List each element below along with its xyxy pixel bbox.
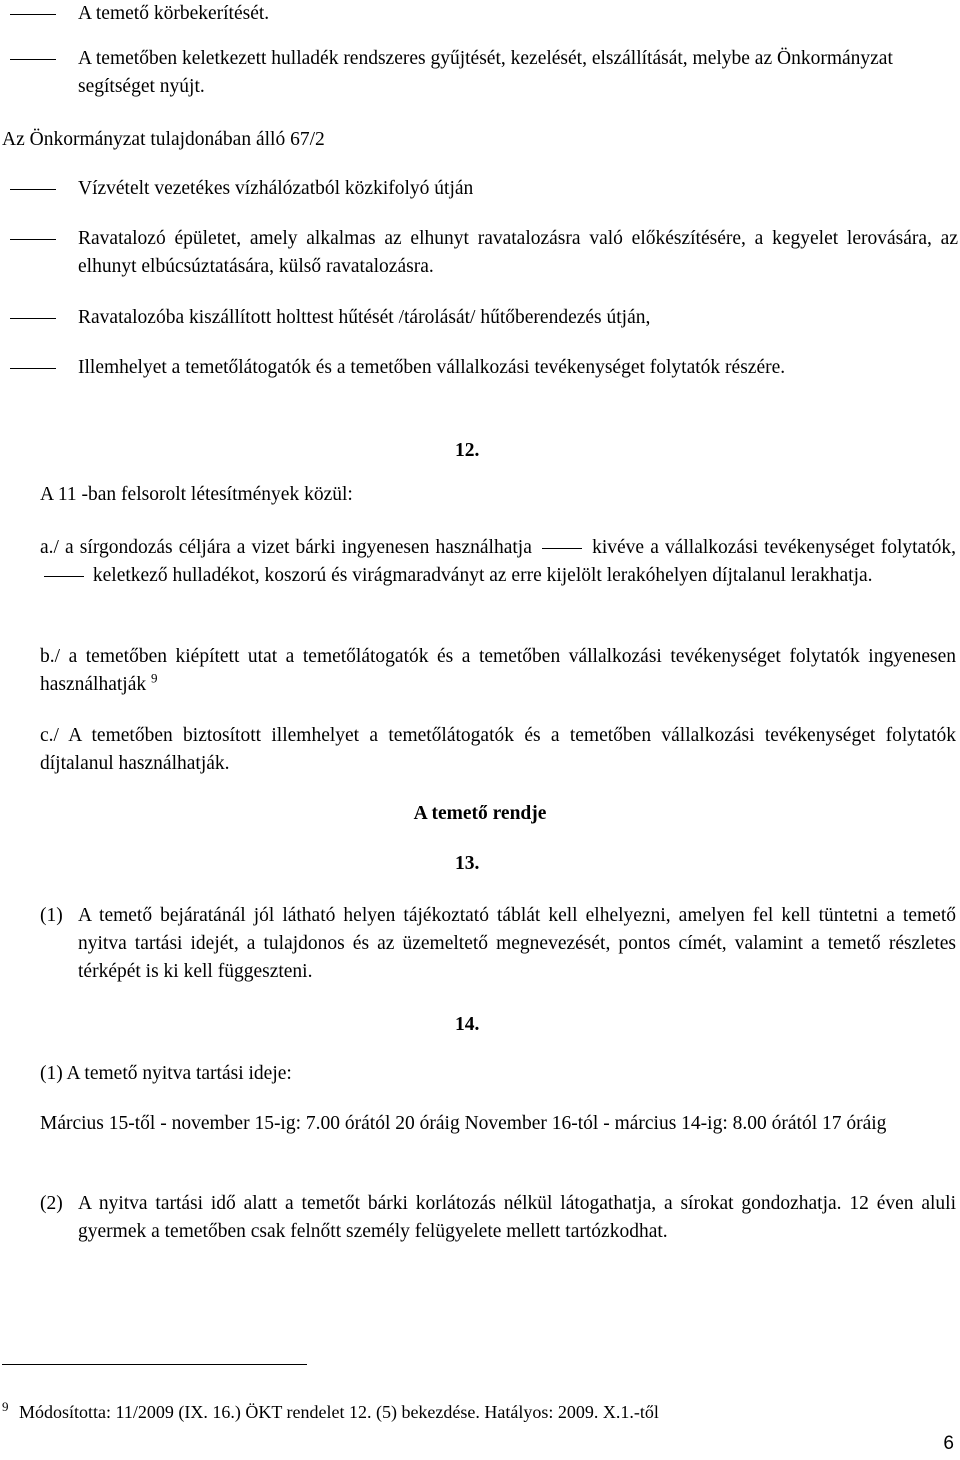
list-item-text: A temető körbekerítését. — [78, 3, 270, 24]
list-item-text: Illemhelyet a temetőlátogatók és a temetőben vállalkozási tevékenységet folytatók részére. — [78, 357, 786, 378]
dash-separator — [542, 548, 582, 549]
paragraph-text: A temető bejáratánál jól látható helyen tájékoztató táblát kell elhelyezni, amelyen fel kell tüntetni a temető nyitva tartási idejét, a tulajdonos és az üzemeltető megnevezését, pontos címét, valamint a temető részletes térképét is ki kell függeszteni. — [78, 905, 956, 982]
footnote-separator — [2, 1364, 307, 1365]
dash-bullet — [10, 14, 56, 15]
section-number: 12. — [455, 440, 480, 461]
paragraph-a — [40, 534, 956, 590]
dash-bullet — [10, 368, 56, 369]
paragraph-c: c./ A temetőben biztosított illemhelyet a temetőlátogatók és a temetőben vállalkozási tevékenységet folytatók díjtalanul használhatják. — [40, 725, 956, 774]
dash-bullet — [10, 318, 56, 319]
footnote-number: 9 — [2, 1399, 9, 1414]
section-heading: A temető rendje — [413, 803, 547, 824]
dash-bullet — [10, 239, 56, 240]
opening-hours: Március 15-től - november 15-ig: 7.00 órától 20 óráig November 16-tól - március 14-ig: 8.00 órától 17 óráig — [40, 1113, 887, 1134]
dash-bullet — [10, 189, 56, 190]
paragraph-text: a./ a sírgondozás céljára a vizet bárki ingyenesen használhatja — [40, 537, 532, 558]
section-number: 13. — [455, 853, 480, 874]
paragraph-b — [40, 643, 956, 699]
footnote-text: Módosította: 11/2009 (IX. 16.) ÖKT rendelet 12. (5) bekezdése. Hatályos: 2009. X.1.-től — [19, 1402, 659, 1422]
paragraph-text: A nyitva tartási idő alatt a temetőt bárki korlátozás nélkül látogathatja, a sírokat gondozhatja. 12 éven aluli gyermek a temetőben csak felnőtt személy felügyelete mellett tartózkodhat. — [78, 1193, 956, 1242]
page-number: 6 — [943, 1433, 954, 1454]
list-item-text: Ravatalozó épületet, amely alkalmas az elhunyt ravatalozásra való előkészítésére, a kegyelet lerovására, az elhunyt elbúcsúztatására, külső ravatalozásra. — [78, 228, 958, 277]
intro-text: Az Önkormányzat tulajdonában álló 67/2 — [2, 129, 325, 150]
paragraph-text: b./ a temetőben kiépített utat a temetőlátogatók és a temetőben vállalkozási tevékenységet folytatók ingyenesen használhatják — [40, 646, 956, 695]
dash-separator — [44, 576, 84, 577]
section-intro: A 11 -ban felsorolt létesítmények közül: — [40, 484, 353, 505]
paragraph-text: kivéve a vállalkozási tevékenységet folytatók, — [592, 537, 957, 558]
footnote — [2, 1400, 659, 1424]
section-number: 14. — [455, 1014, 480, 1035]
list-item-text: A temetőben keletkezett hulladék rendszeres gyűjtését, kezelését, elszállítását, melybe az Önkormányzat segítséget nyújt. — [78, 48, 893, 97]
opening-hours-label: (1) A temető nyitva tartási ideje: — [40, 1063, 292, 1084]
list-item-text: Ravatalozóba kiszállított holttest hűtését /tárolását/ hűtőberendezés útján, — [78, 307, 651, 328]
paragraph-label: (1) — [40, 905, 63, 926]
footnote-marker: 9 — [151, 670, 158, 686]
list-item-text: Vízvételt vezetékes vízhálózatból közkifolyó útján — [78, 178, 474, 199]
dash-bullet — [10, 59, 56, 60]
paragraph-text: keletkező hulladékot, koszorú és virágmaradványt az erre kijelölt lerakóhelyen díjtalanul lerakhatja. — [92, 565, 873, 586]
paragraph-label: (2) — [40, 1193, 63, 1214]
